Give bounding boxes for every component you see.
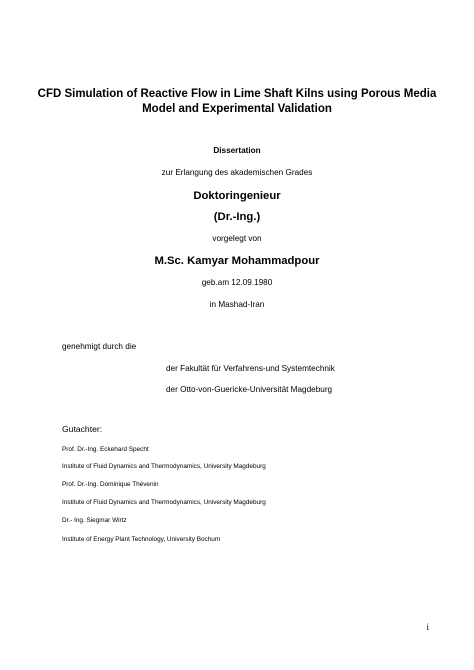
approval-intro: genehmigt durch die <box>62 342 137 351</box>
reviewers-label: Gutachter: <box>62 424 103 434</box>
approval-faculty: der Fakultät für Verfahrens-und Systemtechnik <box>166 364 335 373</box>
degree-title: Doktoringenieur <box>193 190 281 202</box>
page-number: i <box>426 622 429 632</box>
approval-university: der Otto-von-Guericke-Universität Magdeburg <box>166 385 333 394</box>
reviewer-2-name: Prof. Dr.-Ing. Dominique Thévenin <box>62 481 159 488</box>
dissertation-label: Dissertation <box>213 146 261 155</box>
birth-date: geb.am 12.09.1980 <box>201 278 273 287</box>
reviewer-2-affiliation: Institute of Fluid Dynamics and Thermodynamics, University Magdeburg <box>62 499 266 506</box>
reviewer-1-name: Prof. Dr.-Ing. Eckehard Specht <box>62 446 149 453</box>
birth-place: in Mashad-Iran <box>209 300 265 309</box>
degree-abbreviation: (Dr.-Ing.) <box>213 211 261 223</box>
thesis-title-line-1: CFD Simulation of Reactive Flow in Lime Shaft Kilns using Porous Media <box>37 88 437 100</box>
thesis-title-line-2: Model and Experimental Validation <box>142 103 332 115</box>
author-name: M.Sc. Kamyar Mohammadpour <box>154 255 320 267</box>
submitted-by: vorgelegt von <box>212 234 262 243</box>
reviewer-1-affiliation: Institute of Fluid Dynamics and Thermodynamics, University Magdeburg <box>62 463 266 470</box>
degree-intro: zur Erlangung des akademischen Grades <box>161 168 313 177</box>
reviewer-3-name: Dr.- Ing. Siegmar Wirtz <box>62 517 127 524</box>
reviewer-3-affiliation: Institute of Energy Plant Technology, University Bochum <box>62 536 221 543</box>
